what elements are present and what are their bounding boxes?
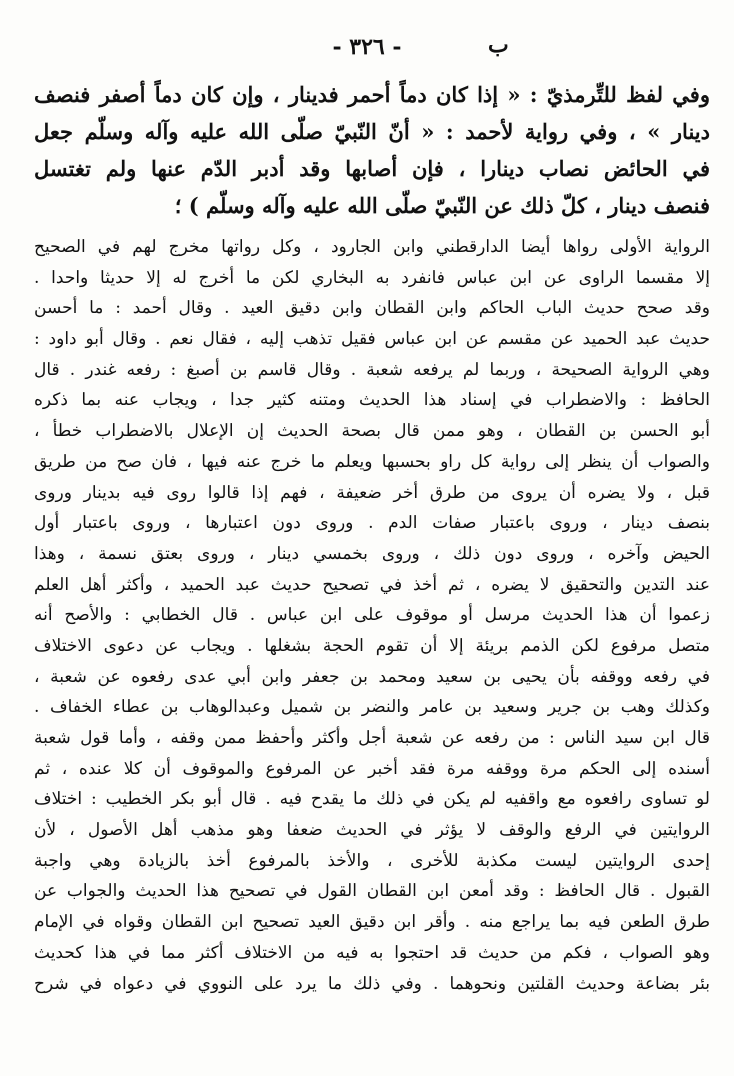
hadith-text-block: [34, 76, 710, 224]
commentary-line: قبل ، ولا يضره أن يروى من طرق أخر ضعيفة ، فهم إذا قالوا روى فيه بدينار وروى: [34, 482, 710, 503]
header-mark: ب: [488, 32, 509, 58]
page-header: [0, 28, 734, 68]
commentary-line: الحافظ : والاضطراب في إسناد هذا الحديث ومتنه كثير جدا ، ويجاب عنه بما ذكره: [34, 390, 710, 411]
commentary-line: عند التدين والتحقيق لا يضره ، ثم أخذ في تصحيح حديث عبد الحميد ، وأكثر أهل العلم: [34, 574, 710, 595]
commentary-line: إلا مقسما الراوى عن ابن عباس فانفرد به البخاري لكن ما أخرج له إلا حديثا واحدا .: [34, 267, 710, 288]
page-number: - ٣٢٦ -: [332, 34, 402, 60]
commentary-line: الروايتين في الرفع والوقف لا يؤثر في الحديث ضعفا وهو مذهب أهل الأصول ، لأن: [34, 820, 710, 841]
commentary-line: وقد صحح حديث الباب الحاكم وابن القطان وابن دقيق العيد . وقال أحمد : ما أحسن: [34, 298, 710, 319]
hadith-line: دينار » ، وفي رواية لأحمد : « أنّ النّبيّ صلّى الله عليه وآله وسلّم جعل: [34, 119, 710, 144]
commentary-line: متصل مرفوع لكن الذمم بريئة إلا أن تقوم الحجة بشغلها . ويجاب عن دعوى الاختلاف: [34, 635, 710, 656]
commentary-line: الرواية الأولى رواها أيضا الدارقطني وابن الجارود ، وكل رواتها مخرج لهم في الصحيح: [34, 237, 710, 257]
commentary-line: الحيض وآخره ، وروى دون ذلك ، وروى بخمسي دينار ، وروى بعتق نسمة ، وهذا: [34, 543, 710, 564]
commentary-line: طرق الطعن فيه بما يراجع منه . وأقر ابن دقيق العيد تصحيح ابن القطان وقواه في الإمام: [34, 912, 710, 933]
commentary-line: أبو الحسن بن القطان ، وهو ممن قال بصحة الحديث إن الإعلال بالاضطراب خطأ ،: [34, 421, 710, 442]
commentary-line: القبول . قال الحافظ : وقد أمعن ابن القطان القول في تصحيح هذا الحديث والجواب عن: [34, 881, 710, 902]
hadith-line: في الحائض نصاب دينارا ، فإن أصابها وقد أدبر الدّم عنها ولم تغتسل: [34, 156, 710, 181]
hadith-line: وفي لفظ للتِّرمذيّ : « إذا كان دماً أحمر فدينار ، وإن كان دماً أصفر فنصف: [34, 82, 710, 107]
hadith-line: فنصف دينار ، كلّ ذلك عن النّبيّ صلّى الله عليه وآله وسلّم ) ؛: [174, 193, 710, 218]
commentary-line: زعموا أن هذا الحديث مرسل أو موقوف على ابن عباس . قال الخطابي : والأصح أنه: [34, 605, 710, 626]
commentary-line: قال ابن سيد الناس : من رفعه عن شعبة أجل وأكثر وأحفظ ممن وقفه ، وأما قول شعبة: [34, 728, 710, 748]
commentary-line: أسنده إلى الحكم مرة ووقفه مرة فقد أخبر عن المرفوع والموقوف أن كلا عنده ، ثم: [34, 758, 710, 779]
commentary-text-block: [34, 232, 710, 999]
commentary-line: وهي الرواية الصحيحة ، وربما لم يرفعه شعبة . وقال قاسم بن أصبغ : رفعه غندر . قال: [34, 359, 710, 380]
commentary-line: بنصف دينار ، وروى باعتبار صفات الدم . وروى دون اعتبارها ، وروى باعتبار أول: [34, 513, 710, 534]
commentary-line: وكذلك وهب بن جرير وسعيد بن عامر والنضر بن شميل وعبدالوهاب بن عطاء الخفاف .: [34, 697, 710, 718]
commentary-line: بئر بضاعة وحديث القلتين ونحوهما . وفي ذلك ما يرد على النووي في دعواه في شرح: [34, 973, 710, 994]
commentary-line: في رفعه ووقفه بأن يحيى بن سعيد ومحمد بن جعفر وابن أبي عدى رفعوه عن شعبة ،: [34, 666, 710, 687]
commentary-line: والصواب أن ينظر إلى رواية كل راو بحسبها ويعلم ما خرج عنه فيها ، فان صح من طريق: [34, 451, 710, 472]
commentary-line: لو تساوى رافعوه مع واقفيه لم يكن في ذلك ما يقدح فيه . قال أبو بكر الخطيب : اختلاف: [34, 789, 710, 810]
commentary-line: وهو الصواب ، فكم من حديث قد احتجوا به فيه من الاختلاف أكثر مما في هذا كحديث: [34, 942, 710, 963]
commentary-line: إحدى الروايتين ليست مكذبة للأخرى ، والأخذ بالمرفوع أخذ بالزيادة وهي واجبة: [34, 850, 710, 871]
commentary-line: حديث عبد الحميد عن مقسم عن ابن عباس فقيل تذهب إليه ، فقال نعم . وقال أبو داود :: [34, 329, 710, 350]
